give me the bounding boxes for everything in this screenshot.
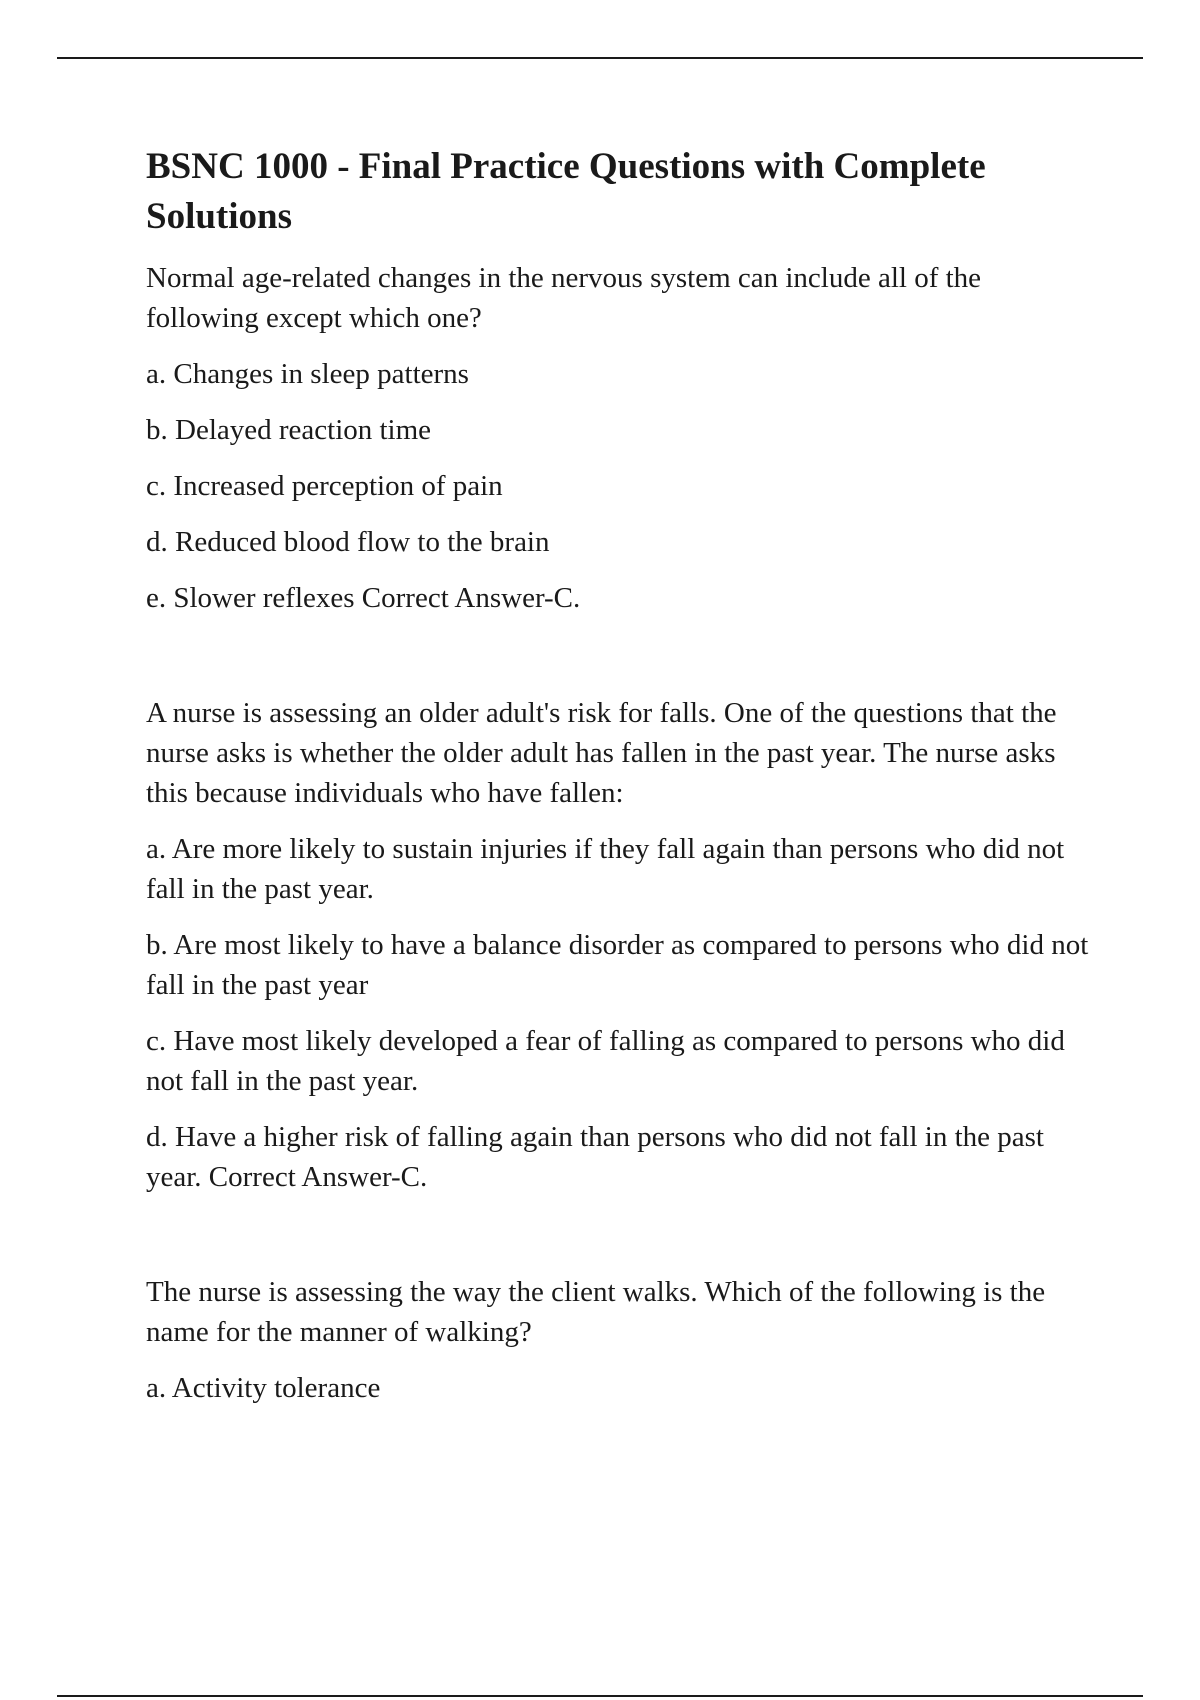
- option-c: c. Have most likely developed a fear of falling as compared to persons who did not fall in the past year.: [146, 1025, 1065, 1097]
- option-b: b. Delayed reaction time: [146, 414, 432, 446]
- document-body: [146, 142, 1096, 1424]
- option-a: a. Changes in sleep patterns: [146, 358, 469, 390]
- question-1: [146, 258, 1096, 618]
- option-a: a. Activity tolerance: [146, 1372, 381, 1404]
- option-b: b. Are most likely to have a balance disorder as compared to persons who did not fall in the past year: [146, 929, 1089, 1001]
- question-3: [146, 1272, 1096, 1408]
- question-text: The nurse is assessing the way the client walks. Which of the following is the name for the manner of walking?: [146, 1276, 1046, 1348]
- question-text: Normal age-related changes in the nervous system can include all of the following except which one?: [146, 262, 982, 334]
- question-2: [146, 693, 1096, 1197]
- option-d: d. Reduced blood flow to the brain: [146, 526, 550, 558]
- top-rule: [57, 57, 1143, 59]
- option-e-with-answer: e. Slower reflexes Correct Answer-C.: [146, 582, 581, 614]
- bottom-rule: [57, 1695, 1143, 1697]
- option-d-with-answer: d. Have a higher risk of falling again than persons who did not fall in the past year. Correct Answer-C.: [146, 1121, 1044, 1193]
- document-title: BSNC 1000 - Final Practice Questions with Complete Solutions: [146, 146, 986, 237]
- option-c: c. Increased perception of pain: [146, 470, 503, 502]
- question-text: A nurse is assessing an older adult's risk for falls. One of the questions that the nurse asks is whether the older adult has fallen in the past year. The nurse asks this because individuals who have fallen:: [146, 697, 1057, 809]
- option-a: a. Are more likely to sustain injuries if they fall again than persons who did not fall in the past year.: [146, 833, 1065, 905]
